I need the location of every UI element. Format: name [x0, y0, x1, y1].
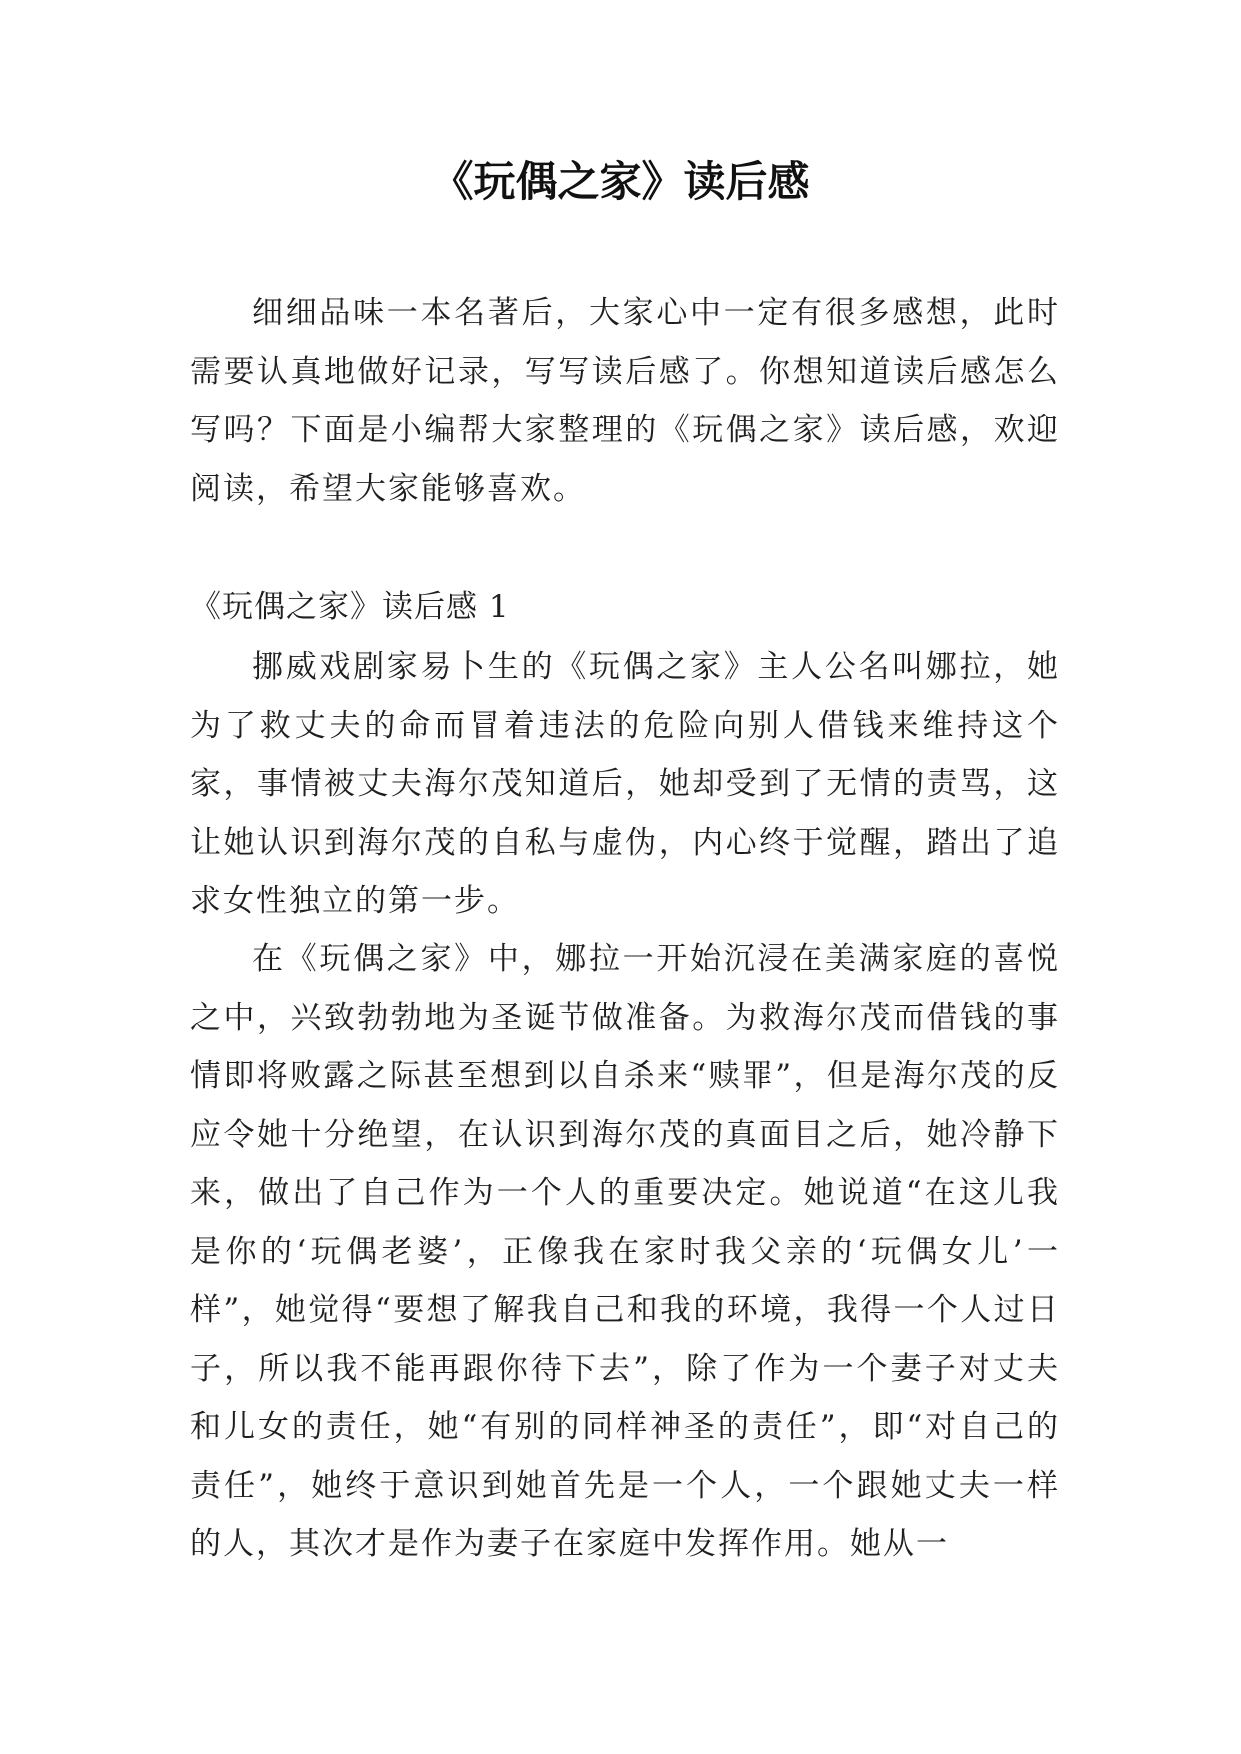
document-title: 《玩偶之家》读后感	[431, 157, 810, 206]
section-heading: 《玩偶之家》读后感 1	[190, 589, 510, 625]
body-paragraph-2: 在《玩偶之家》中，娜拉一开始沉浸在美满家庭的喜悦之中，兴致勃勃地为圣诞节做准备。为救海尔茂而借钱的事情即将败露之际甚至想到以自杀来“赎罪”，但是海尔茂的反应令她十分绝望，在认识到海尔茂的真面目之后，她冷静下来，做出了自己作为一个人的重要决定。她说道“在这儿我是你的‘玩偶老婆’，正像我在家时我父亲的‘玩偶女儿’一样”，她觉得“要想了解我自己和我的环境，我得一个人过日子，所以我不能再跟你待下去”，除了作为一个妻子对丈夫和儿女的责任，她“有别的同样神圣的责任”，即“对自己的责任”，她终于意识到她首先是一个人，一个跟她丈夫一样的人，其次才是作为妻子在家庭中发挥作用。她从一	[190, 941, 1060, 1562]
intro-paragraph: 细细品味一本名著后，大家心中一定有很多感想，此时需要认真地做好记录，写写读后感了。你想知道读后感怎么写吗？下面是小编帮大家整理的《玩偶之家》读后感，欢迎阅读，希望大家能够喜欢。	[190, 295, 1060, 507]
body-paragraph-1: 挪威戏剧家易卜生的《玩偶之家》主人公名叫娜拉，她为了救丈夫的命而冒着违法的危险向别人借钱来维持这个家，事情被丈夫海尔茂知道后，她却受到了无情的责骂，这让她认识到海尔茂的自私与虚伪，内心终于觉醒，踏出了追求女性独立的第一步。	[190, 649, 1060, 919]
